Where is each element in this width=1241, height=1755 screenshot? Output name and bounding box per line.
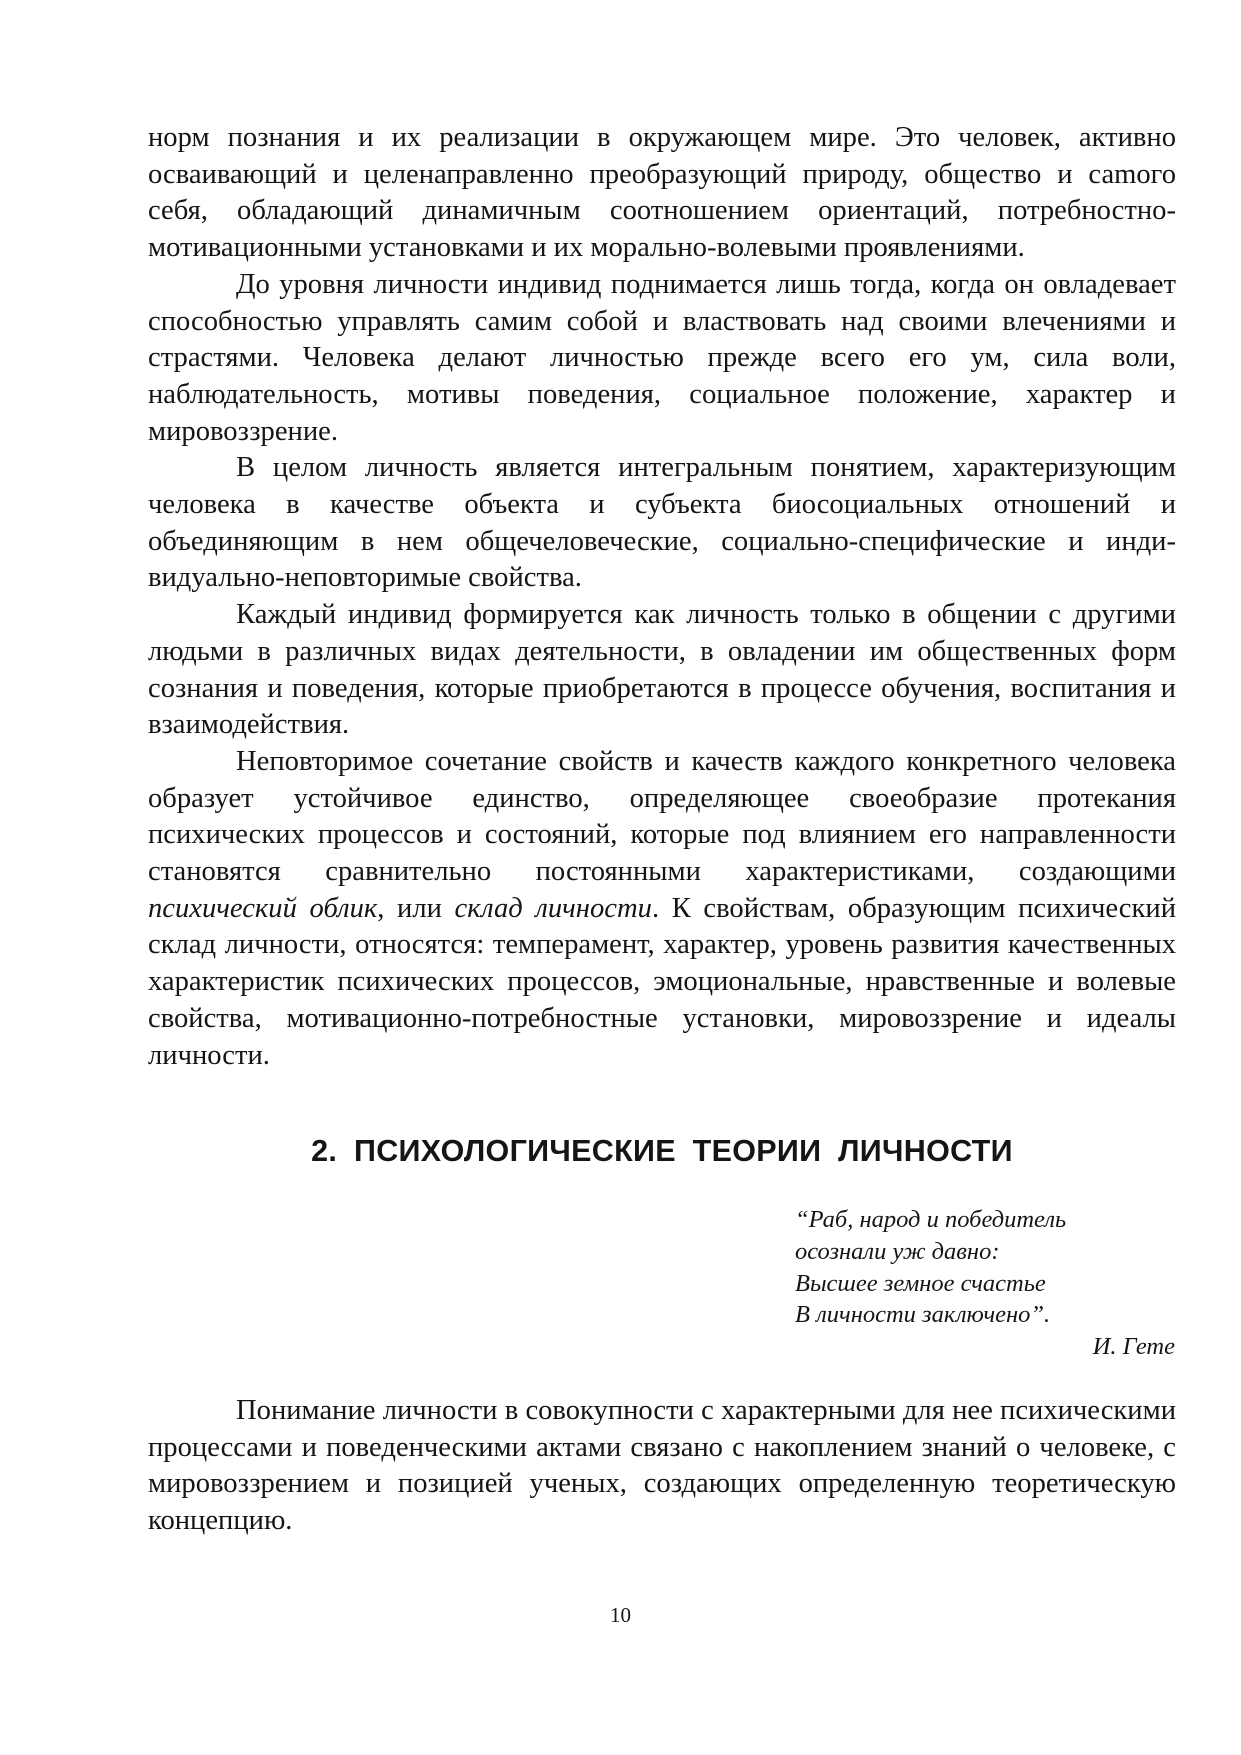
epigraph (795, 1204, 1175, 1363)
section-heading: 2. ПСИХОЛОГИЧЕСКИЕ ТЕОРИИ ЛИЧНОСТИ (311, 1134, 1013, 1168)
paragraph-text: , или (377, 892, 455, 924)
epigraph-line: Высшее земное счастье (795, 1269, 1046, 1297)
paragraph: В целом личность является интегральным понятием, характеризующим человека в качестве объекта и субъекта биосоциальных отношений и объединяющим в нем общечеловеческие, социально-специфические и индивидуально-неповторимые свойства. (148, 452, 1176, 594)
paragraph: Каждый индивид формируется как личность только в общении с другими людьми в различных видах деятельности, в овладении им общественных форм сознания и поведения, которые приобретаются в процессе обучения, воспитания и взаимодействия. (148, 599, 1176, 741)
epigraph-line: В личности заключено”. (795, 1301, 1051, 1329)
epigraph-line: “Раб, народ и победитель (795, 1206, 1067, 1233)
paragraph-text: Неповторимое сочетание свойств и качеств каждого конкретного человека образует устойчивое единство, определяющее своеобразие протекания психических процессов и состояний, которые под влиянием его направленности становятся сравнительно постоянными характеристиками, создающими (148, 745, 1176, 888)
body-text-bottom (148, 1393, 1176, 1540)
term-personality-makeup: склад личности (454, 892, 652, 924)
paragraph: норм познания и их реализации в окружающем мире. Это человек, активно осваивающий и целенаправленно преобразующий природу, общество и саmого себя, обладающий динамичным соотношением ориентаций, потребностно-мотивационными установками и их морально-волевыми проявлениями. (148, 122, 1176, 264)
page-number: 10 (610, 1603, 631, 1627)
paragraph: Понимание личности в совокупности с характерными для нее психическими процессами и поведенческими актами связано с накоплением знаний о человеке, с мировоззрением и позицией ученых, создающих определенную теоретическую концепцию. (148, 1395, 1176, 1537)
body-text-top (148, 120, 1176, 1074)
paragraph-text: . К свойствам, образующим психический склад личности, относятся: темперамент, характер, уровень развития качественных характеристик психических процессов, эмоциональные, нравственные и волевые свойства, мотивационно-потребностные установки, мировоззрение и идеалы личности. (148, 892, 1176, 1071)
epigraph-author: И. Гете (1092, 1333, 1175, 1361)
epigraph-line: осознали уж давно: (795, 1237, 1000, 1265)
paragraph (148, 744, 1176, 1074)
term-psychic-image: психический облик (148, 892, 378, 924)
paragraph: До уровня личности индивид поднимается лишь тогда, когда он овладевает способностью управлять самим собой и властвовать над своими влечениями и страстями. Человека делают личностью прежде всего его ум, сила воли, наблюдательность, мотивы поведения, социальное положение, характер и мировоззрение. (148, 268, 1176, 447)
